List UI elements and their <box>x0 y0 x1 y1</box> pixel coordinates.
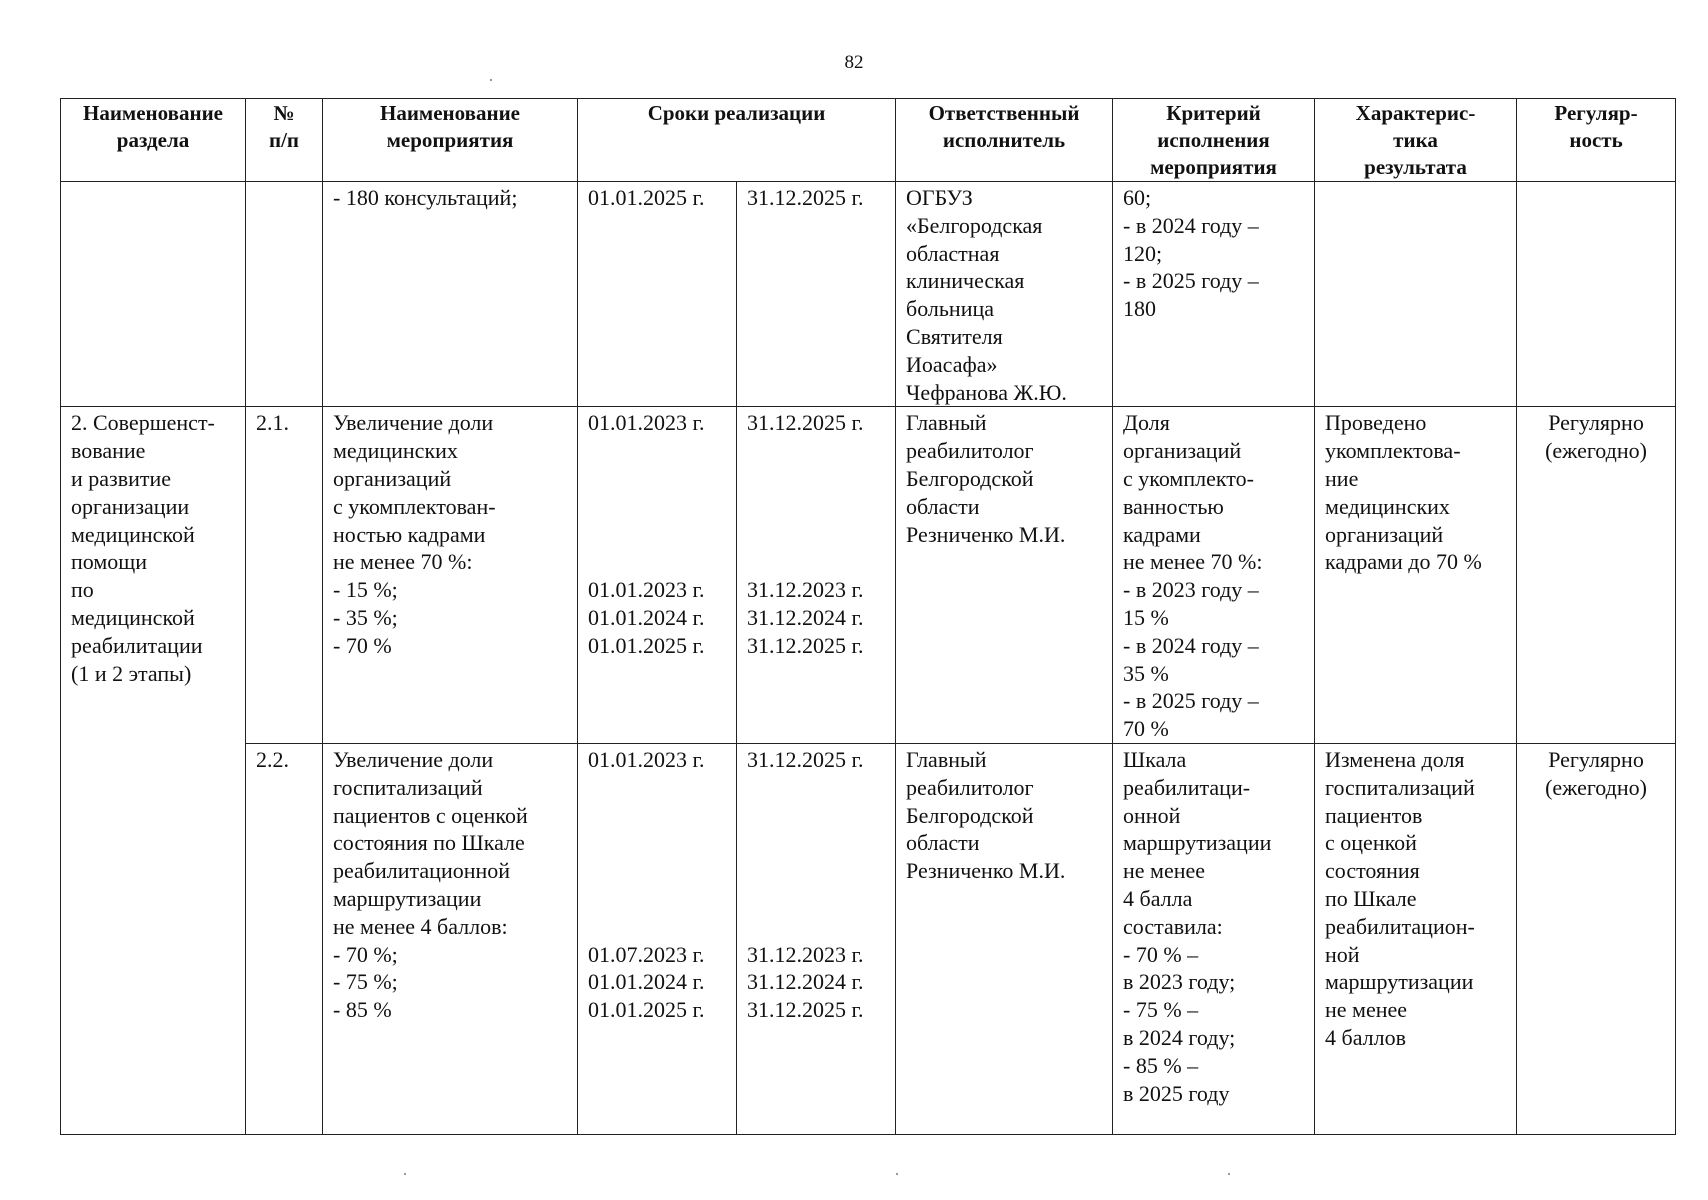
regularity-cell-empty <box>1517 182 1676 407</box>
criterion-cell: Шкала реабилитаци- онной маршрутизации не менее 4 балла составила: - 70 % – в 2023 году; - 75 % – в 2024 году; - 85 % – в 2025 году <box>1113 743 1315 1134</box>
end-date-cell: 31.12.2025 г. <box>737 182 896 407</box>
start-date-cell: 01.01.2023 г. 01.07.2023 г. 01.01.2024 г. 01.01.2025 г. <box>578 743 737 1134</box>
scan-speck <box>1228 1173 1230 1175</box>
result-cell: Изменена доля госпитализаций пациентов с оценкой состояния по Шкале реабилитацион- ной маршрутизации не менее 4 баллов <box>1315 743 1517 1134</box>
section-cell-empty <box>61 182 246 407</box>
table-row <box>61 182 1676 407</box>
criterion-cell: 60; - в 2024 году – 120; - в 2025 году – 180 <box>1113 182 1315 407</box>
scan-speck <box>896 1173 898 1175</box>
responsible-cell: Главный реабилитолог Белгородской области Резниченко М.И. <box>896 407 1113 744</box>
header-row <box>61 99 1676 182</box>
start-date-cell: 01.01.2025 г. <box>578 182 737 407</box>
responsible-cell: Главный реабилитолог Белгородской области Резниченко М.И. <box>896 743 1113 1134</box>
activity-cell: Увеличение доли госпитализаций пациентов с оценкой состояния по Шкале реабилитационной маршрутизации не менее 4 баллов: - 70 %; - 75 %; - 85 % <box>323 743 578 1134</box>
header-responsible: Ответственный исполнитель <box>896 99 1113 182</box>
header-result: Характерис- тика результата <box>1315 99 1517 182</box>
regularity-cell: Регулярно (ежегодно) <box>1517 407 1676 744</box>
number-cell: 2.2. <box>246 743 323 1134</box>
table-row <box>61 743 1676 1134</box>
header-section: Наименование раздела <box>61 99 246 182</box>
table-row <box>61 407 1676 744</box>
responsible-cell: ОГБУЗ «Белгородская областная клиническая больница Святителя Иоасафа» Чефранова Ж.Ю. <box>896 182 1113 407</box>
activity-cell: - 180 консультаций; <box>323 182 578 407</box>
number-cell-empty <box>246 182 323 407</box>
end-date-cell: 31.12.2025 г. 31.12.2023 г. 31.12.2024 г. 31.12.2025 г. <box>737 743 896 1134</box>
number-cell: 2.1. <box>246 407 323 744</box>
scan-speck <box>404 1173 406 1175</box>
section-cell: 2. Совершенст- вование и развитие организации медицинской помощи по медицинской реабилитации (1 и 2 этапы) <box>61 407 246 1135</box>
activities-table <box>60 98 1676 1135</box>
header-deadlines: Сроки реализации <box>578 99 896 182</box>
header-number: № п/п <box>246 99 323 182</box>
header-activity: Наименование мероприятия <box>323 99 578 182</box>
result-cell-empty <box>1315 182 1517 407</box>
regularity-cell: Регулярно (ежегодно) <box>1517 743 1676 1134</box>
start-date-cell: 01.01.2023 г. 01.01.2023 г. 01.01.2024 г. 01.01.2025 г. <box>578 407 737 744</box>
header-regularity: Регуляр- ность <box>1517 99 1676 182</box>
result-cell: Проведено укомплектова- ние медицинских организаций кадрами до 70 % <box>1315 407 1517 744</box>
end-date-cell: 31.12.2025 г. 31.12.2023 г. 31.12.2024 г. 31.12.2025 г. <box>737 407 896 744</box>
scan-speck <box>490 79 492 81</box>
criterion-cell: Доля организаций с укомплекто- ванностью кадрами не менее 70 %: - в 2023 году – 15 % - в 2024 году – 35 % - в 2025 году – 70 % <box>1113 407 1315 744</box>
header-criterion: Критерий исполнения мероприятия <box>1113 99 1315 182</box>
activity-cell: Увеличение доли медицинских организаций с укомплектован- ностью кадрами не менее 70 %: - 15 %; - 35 %; - 70 % <box>323 407 578 744</box>
page-number: 82 <box>844 52 864 73</box>
